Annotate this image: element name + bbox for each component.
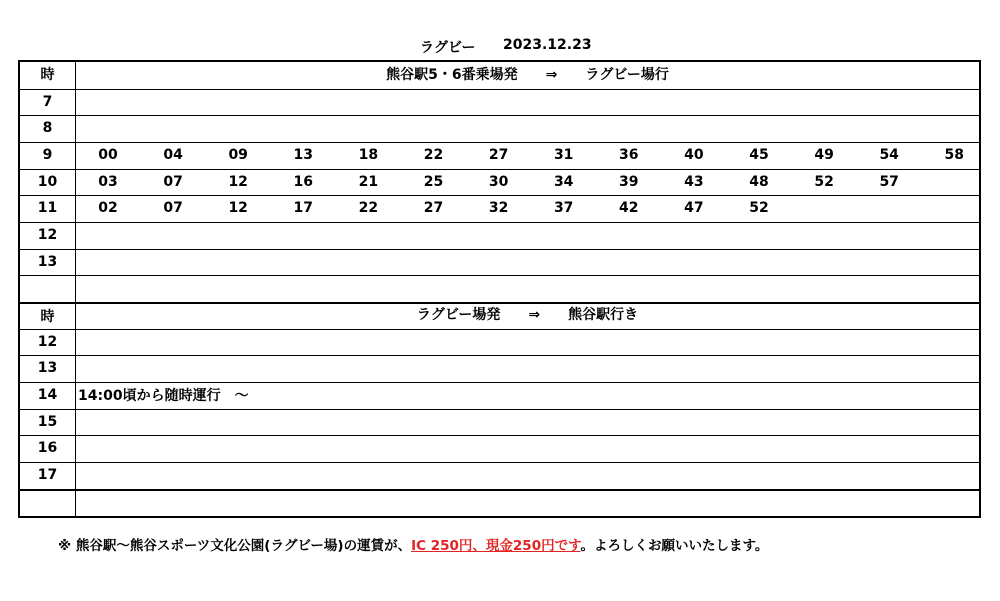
departure-minute: 12 xyxy=(228,174,248,190)
outbound-route-header: 熊谷駅5・6番乗場発 ⇒ ラグビー場行 xyxy=(386,67,669,83)
row-divider xyxy=(20,435,979,436)
return-route-header: ラグビー場発 ⇒ 熊谷駅行き xyxy=(416,307,639,323)
row-divider xyxy=(20,489,979,491)
fare-notice-highlight: IC 250円、現金250円です xyxy=(411,538,581,554)
departure-minute: 03 xyxy=(98,174,118,190)
return-hour-14: 14 xyxy=(37,387,58,403)
departure-minute: 57 xyxy=(879,174,899,190)
departure-minute: 25 xyxy=(423,174,444,190)
outbound-hour-12: 12 xyxy=(37,227,58,243)
departure-minute: 40 xyxy=(684,147,704,163)
departure-minute: 27 xyxy=(423,200,444,216)
row-divider xyxy=(20,89,979,90)
departure-minute: 17 xyxy=(293,200,314,216)
departure-minute: 47 xyxy=(684,200,704,216)
fare-notice-prefix: ※ 熊谷駅～熊谷スポーツ文化公園(ラグビー場)の運賃が、 xyxy=(58,538,412,554)
departure-minute: 39 xyxy=(619,174,639,190)
departure-minute: 54 xyxy=(879,147,899,163)
departure-minute: 30 xyxy=(488,174,509,190)
departure-minute: 31 xyxy=(553,147,574,163)
outbound-hour-10: 10 xyxy=(37,174,58,190)
hour-column-divider xyxy=(75,62,76,516)
departure-minute: 18 xyxy=(358,147,379,163)
timetable-title xyxy=(0,37,1000,57)
return-hour-header: 時 xyxy=(40,309,55,325)
fare-notice-suffix: 。よろしくお願いいたします。 xyxy=(580,538,769,554)
row-divider xyxy=(20,115,979,116)
return-row-14-note: 14:00頃から随時運行 ～ xyxy=(78,388,249,404)
departure-minute: 36 xyxy=(619,147,639,163)
departure-minute: 34 xyxy=(553,174,574,190)
outbound-hour-8: 8 xyxy=(42,120,53,136)
row-divider xyxy=(20,329,979,330)
row-divider xyxy=(20,302,979,304)
row-divider xyxy=(20,409,979,410)
outbound-hour-11: 11 xyxy=(37,200,58,216)
departure-minute: 52 xyxy=(814,174,834,190)
departure-minute: 12 xyxy=(228,200,248,216)
departure-minute: 07 xyxy=(163,174,183,190)
departure-minute: 02 xyxy=(98,200,118,216)
departure-minute: 16 xyxy=(293,174,314,190)
timetable xyxy=(18,60,981,518)
departure-minute: 52 xyxy=(749,200,769,216)
departure-minute: 37 xyxy=(553,200,574,216)
departure-minute: 04 xyxy=(163,147,183,163)
departure-minute: 48 xyxy=(749,174,769,190)
row-divider xyxy=(20,355,979,356)
title-event: ラグビー xyxy=(420,40,476,56)
departure-minute: 00 xyxy=(98,147,118,163)
departure-minute: 58 xyxy=(944,147,965,163)
row-divider xyxy=(20,275,979,276)
departure-minute: 07 xyxy=(163,200,183,216)
departure-minute: 21 xyxy=(358,174,379,190)
row-divider xyxy=(20,222,979,223)
return-hour-17: 17 xyxy=(37,467,58,483)
return-hour-16: 16 xyxy=(37,440,58,456)
outbound-hour-9: 9 xyxy=(42,147,53,163)
departure-minute: 43 xyxy=(684,174,704,190)
outbound-hour-13: 13 xyxy=(37,254,58,270)
outbound-hour-7: 7 xyxy=(42,94,53,110)
row-divider xyxy=(20,462,979,463)
departure-minute: 32 xyxy=(488,200,509,216)
departure-minute: 22 xyxy=(423,147,444,163)
departure-minute: 22 xyxy=(358,200,379,216)
outbound-hour-header: 時 xyxy=(40,67,55,83)
departure-minute: 45 xyxy=(749,147,769,163)
return-hour-12: 12 xyxy=(37,334,58,350)
departure-minute: 42 xyxy=(619,200,639,216)
row-divider xyxy=(20,249,979,250)
departure-minute: 09 xyxy=(228,147,248,163)
title-date: 2023.12.23 xyxy=(503,37,592,53)
row-divider xyxy=(20,382,979,383)
departure-minute: 13 xyxy=(293,147,314,163)
return-hour-15: 15 xyxy=(37,414,58,430)
departure-minute: 27 xyxy=(488,147,509,163)
departure-minute: 49 xyxy=(814,147,834,163)
return-hour-13: 13 xyxy=(37,360,58,376)
fare-notice xyxy=(58,534,768,554)
